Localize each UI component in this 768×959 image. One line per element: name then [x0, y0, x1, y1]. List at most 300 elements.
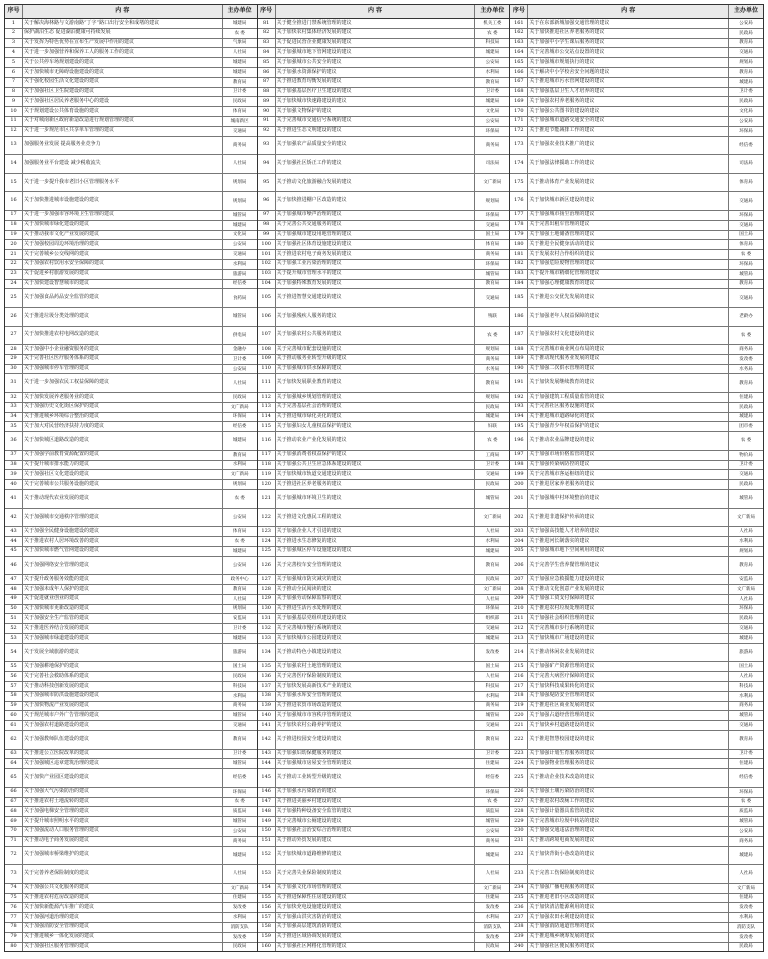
table-row: [258, 509, 510, 528]
table-column-group: [510, 5, 763, 951]
row-number: 185: [510, 289, 528, 307]
row-number: 156: [258, 903, 276, 912]
row-content: 关于完善校车安全管理的建议: [276, 557, 476, 575]
row-number: 141: [258, 721, 276, 730]
row-number: 146: [258, 788, 276, 797]
table-row: [510, 174, 763, 193]
row-content: 关于加快城市绿化建设的建议: [23, 221, 223, 230]
row-unit: 水务局: [739, 366, 753, 372]
table-row: [258, 155, 510, 174]
row-number: 35: [5, 422, 23, 431]
row-unit: 城管局: [232, 314, 247, 320]
row-number: 4: [5, 48, 23, 57]
row-unit: 水利局: [485, 693, 500, 699]
row-unit: 文化局: [485, 108, 500, 114]
row-unit: 城建局: [485, 414, 500, 420]
row-number: 202: [510, 509, 528, 527]
row-number: 135: [258, 662, 276, 671]
row-content: 关于推进节能减排工作的建议: [528, 127, 729, 136]
table-row: [258, 682, 510, 692]
document-page: [4, 4, 764, 952]
row-content: 关于提升城市照明水平的建议: [23, 817, 223, 826]
row-unit: 供电局: [232, 332, 247, 338]
table-row: [258, 634, 510, 644]
header-number: 序号: [258, 5, 276, 18]
row-number: 199: [510, 470, 528, 479]
row-content: 关于进一步规范市区共享单车管理的建议: [23, 127, 223, 136]
row-unit: 人社局: [485, 674, 500, 679]
row-unit: 城建局: [232, 635, 247, 641]
table-row: [258, 894, 510, 904]
table-row: [5, 403, 257, 413]
header-number: 序号: [510, 5, 528, 18]
row-number: 226: [510, 788, 528, 797]
row-unit: 城建局: [485, 548, 500, 554]
row-unit: 交通局: [739, 722, 753, 728]
row-content: 关于推进非遗保护传承的建议: [528, 509, 729, 527]
header-unit: 主办单位: [227, 7, 252, 15]
row-number: 85: [258, 58, 276, 67]
row-content: 关于推进区域协调发展的建议: [276, 933, 476, 942]
table-row: [258, 798, 510, 808]
row-number: 38: [5, 461, 23, 470]
table-row: [258, 817, 510, 827]
row-content: 关于加快产业园区建设的建议: [23, 769, 223, 787]
row-unit: 农 委: [740, 799, 752, 805]
row-number: 61: [5, 721, 23, 730]
row-unit: 组织部: [485, 616, 500, 622]
table-row: [258, 865, 510, 884]
row-unit: 国土局: [485, 232, 500, 238]
row-number: 123: [258, 527, 276, 536]
table-row: [258, 403, 510, 413]
row-number: 217: [510, 682, 528, 691]
table-row: [258, 211, 510, 221]
row-content: 关于加强特殊教育发展的建议: [276, 280, 476, 289]
row-content: 关于推动我市文化产业发展的建议: [23, 231, 223, 240]
row-number: 72: [5, 847, 23, 865]
row-number: 48: [5, 585, 23, 594]
row-number: 105: [258, 289, 276, 307]
row-unit: 消防支队: [483, 924, 502, 930]
row-number: 216: [510, 672, 528, 681]
table-row: [258, 127, 510, 137]
row-number: 142: [258, 731, 276, 749]
row-content: 关于推动工业转型升级的建议: [276, 769, 476, 787]
row-unit: 卫计委: [232, 89, 247, 95]
row-content: 关于推进生活污水处理的建议: [276, 605, 476, 614]
row-number: 131: [258, 614, 276, 623]
row-content: 关于加快推进城市设施建设的建议: [23, 192, 223, 210]
row-number: 166: [510, 68, 528, 77]
row-content: 关于加快城市新区建设的建议: [528, 192, 729, 210]
table-row: [258, 585, 510, 595]
row-unit: 消防支队: [737, 924, 756, 930]
table-row: [510, 29, 763, 39]
row-unit: 环保局: [739, 128, 753, 134]
table-row: [510, 884, 763, 894]
row-content: 关于加强城市绿道建设的建议: [23, 634, 223, 643]
row-number: 144: [258, 759, 276, 768]
row-unit: 公安局: [232, 366, 247, 372]
row-unit: 教育局: [739, 281, 753, 287]
row-content: 关于完善城市配套设施的建议: [276, 345, 476, 354]
table-row: [5, 432, 257, 451]
row-unit: 经信委: [232, 424, 247, 430]
table-row: [510, 280, 763, 290]
row-unit: 民政局: [739, 404, 753, 410]
table-row: [258, 711, 510, 721]
row-unit: 人社局: [232, 871, 247, 877]
row-number: 40: [5, 480, 23, 489]
row-content: 关于加快发展高新技术产业的建议: [276, 682, 476, 691]
table-row: [5, 634, 257, 644]
row-content: 关于加强城市道路交通安全的建议: [528, 117, 729, 126]
row-unit: 城建局: [485, 50, 500, 56]
row-content: 关于加强中小企业融资服务的建议: [23, 345, 223, 354]
row-unit: 商务局: [485, 356, 500, 362]
table-row: [510, 250, 763, 260]
table-row: [5, 221, 257, 231]
table-row: [510, 422, 763, 432]
row-number: 128: [258, 585, 276, 594]
table-row: [258, 847, 510, 866]
row-unit: 城建局: [485, 635, 500, 641]
row-content: 关于规范城市户外广告管理的建议: [23, 711, 223, 720]
row-unit: 农 委: [234, 538, 245, 544]
row-unit: 公安局: [232, 562, 247, 568]
row-unit: 农 委: [234, 799, 245, 805]
row-unit: 人社局: [485, 871, 500, 877]
table-row: [510, 117, 763, 127]
row-content: 关于加强公共卫生应急体系建设的建议: [276, 461, 476, 470]
table-row: [5, 827, 257, 837]
row-number: 100: [258, 240, 276, 249]
table-row: [510, 614, 763, 624]
header-content: 内 容: [528, 5, 729, 18]
table-row: [5, 537, 257, 547]
row-number: 2: [5, 29, 23, 38]
row-content: 关于推动文化创意产业发展的建议: [528, 585, 729, 594]
row-content: 关于加快发展继续教育的建议: [528, 374, 729, 392]
table-row: [5, 19, 257, 29]
row-unit: 教育局: [232, 452, 247, 458]
table-row: [5, 365, 257, 375]
row-number: 198: [510, 461, 528, 470]
row-content: 关于推动农业品牌建设的建议: [528, 432, 729, 450]
row-content: 关于促进乡村旅游发展的建议: [23, 270, 223, 279]
table-row: [5, 750, 257, 760]
row-number: 179: [510, 231, 528, 240]
row-content: 关于加强社区卫生院建设的建议: [23, 88, 223, 97]
row-content: 关于加强教师队伍建设的建议: [23, 731, 223, 749]
row-content: 关于推进全民健身活动的建议: [528, 240, 729, 249]
table-row: [510, 221, 763, 231]
table-row: [258, 422, 510, 432]
table-row: [510, 575, 763, 585]
row-unit: 城建局: [232, 548, 247, 554]
row-unit: 水利局: [485, 914, 500, 920]
table-row: [258, 58, 510, 68]
row-number: 220: [510, 711, 528, 720]
row-content: 关于加强城乡规划管理的建议: [276, 393, 476, 402]
table-row: [258, 769, 510, 788]
table-row: [510, 721, 763, 731]
row-number: 143: [258, 750, 276, 759]
row-unit: 卫计委: [232, 356, 247, 362]
row-unit: 发改委: [485, 905, 500, 911]
row-unit: 商务局: [485, 838, 500, 844]
table-row: [5, 702, 257, 712]
row-unit: 交通局: [485, 295, 500, 301]
row-content: 关于加强社会组织管理的建议: [528, 614, 729, 623]
row-content: 关于加强社区便民服务的建议: [528, 943, 729, 952]
header-unit: 主办单位: [734, 7, 759, 15]
row-content: 加强服务业发展 提高服务业竞争力: [23, 137, 223, 155]
row-content: 关于推进河长制落实的建议: [528, 537, 729, 546]
table-row: [258, 721, 510, 731]
table-row: [510, 413, 763, 423]
row-number: 230: [510, 827, 528, 836]
row-number: 237: [510, 913, 528, 922]
row-content: 关于加快城市道路维修的建议: [276, 847, 476, 865]
row-unit: 环保局: [485, 606, 500, 612]
row-unit: 规划局: [232, 179, 247, 185]
row-content: 关于加强应急救援能力建设的建议: [528, 575, 729, 584]
table-row: [510, 432, 763, 451]
row-number: 99: [258, 231, 276, 240]
row-unit: 城建局: [485, 99, 500, 105]
row-content: 关于完善社会救助体系的建议: [23, 672, 223, 681]
row-unit: 商务局: [739, 838, 753, 844]
table-row: [5, 721, 257, 731]
row-content: 关于加快清洁能源利用的建议: [528, 903, 729, 912]
row-number: 160: [258, 943, 276, 952]
row-content: 关于加强城市噪声治理的建议: [276, 211, 476, 220]
row-content: 关于提升城市排水能力的建议: [23, 461, 223, 470]
table-row: [510, 692, 763, 702]
row-unit: 规划局: [232, 482, 247, 488]
table-row: [510, 807, 763, 817]
table-row: [258, 240, 510, 250]
row-content: 关于加强计划生育服务的建议: [528, 750, 729, 759]
row-number: 45: [5, 547, 23, 556]
table-row: [5, 624, 257, 634]
table-row: [5, 308, 257, 327]
table-row: [510, 289, 763, 308]
row-unit: 住建局: [232, 895, 247, 901]
table-column-group: [258, 5, 511, 951]
row-number: 114: [258, 413, 276, 422]
row-content: 关于加强安全生产监管的建议: [23, 614, 223, 623]
row-unit: 城建局: [232, 222, 247, 228]
row-unit: 水利局: [232, 693, 247, 699]
row-unit: 人社局: [739, 596, 753, 602]
table-row: [510, 461, 763, 471]
row-content: 关于完善城市交通信号系统的建议: [276, 117, 476, 126]
row-unit: 文广新局: [737, 514, 756, 520]
row-number: 134: [258, 644, 276, 662]
table-row: [258, 231, 510, 241]
row-unit: 国土局: [739, 232, 753, 238]
row-unit: 文广新局: [483, 179, 502, 185]
row-number: 238: [510, 923, 528, 932]
row-content: 关于推动休闲农业发展的建议: [528, 644, 729, 662]
row-content: 关于加强消防安全管理的建议: [23, 923, 223, 932]
row-unit: 环保局: [485, 789, 500, 795]
row-content: 关于加快物流产业发展的建议: [23, 702, 223, 711]
row-content: 关于加强土地储备管理的建议: [528, 231, 729, 240]
row-unit: 环保局: [739, 261, 753, 267]
row-unit: 经信委: [485, 775, 500, 781]
table-row: [510, 211, 763, 221]
row-content: 关于加快城市快速路建设的建议: [276, 97, 476, 106]
row-unit: 水利局: [485, 69, 500, 75]
row-content: 关于推进城乡统筹发展的建议: [528, 933, 729, 942]
table-row: [510, 393, 763, 403]
table-row: [5, 422, 257, 432]
row-content: 关于加快农村公路养护的建议: [276, 721, 476, 730]
row-unit: 司法局: [485, 161, 500, 167]
row-number: 82: [258, 29, 276, 38]
row-number: 110: [258, 365, 276, 374]
row-number: 157: [258, 913, 276, 922]
table-row: [5, 260, 257, 270]
row-number: 169: [510, 97, 528, 106]
row-number: 180: [510, 240, 528, 249]
row-content: 关于完善城市公厕建设的建议: [276, 817, 476, 826]
row-number: 64: [5, 759, 23, 768]
row-unit: 人社局: [485, 529, 500, 535]
row-unit: 消防支队: [230, 924, 249, 930]
row-number: 77: [5, 913, 23, 922]
table-row: [5, 289, 257, 308]
row-unit: 教育局: [739, 40, 753, 46]
row-number: 34: [5, 413, 23, 422]
row-unit: 农 委: [487, 30, 498, 36]
row-unit: 发改委: [485, 650, 500, 655]
row-unit: 文化局: [739, 108, 753, 114]
row-content: 关于加快乡村道路建设的建议: [528, 721, 729, 730]
row-number: 106: [258, 308, 276, 326]
row-number: 191: [510, 374, 528, 392]
row-number: 211: [510, 614, 528, 623]
row-unit: 卫计委: [232, 751, 247, 757]
row-content: 关于加强历史文化街区保护的建议: [23, 403, 223, 412]
table-row: [5, 711, 257, 721]
row-number: 187: [510, 327, 528, 345]
row-unit: 科技局: [485, 683, 500, 689]
row-number: 197: [510, 451, 528, 460]
table-row: [258, 270, 510, 280]
row-number: 178: [510, 221, 528, 230]
table-row: [510, 107, 763, 117]
row-number: 3: [5, 39, 23, 48]
row-number: 87: [258, 78, 276, 87]
row-content: 关于完善大病医疗保障的建议: [528, 672, 729, 681]
row-unit: 民政局: [485, 404, 500, 410]
row-content: 关于加快城市更新改造的建议: [23, 605, 223, 614]
row-number: 29: [5, 355, 23, 364]
table-row: [510, 68, 763, 78]
row-number: 234: [510, 884, 528, 893]
row-content: 关于加强社区服务管理的建议: [23, 943, 223, 952]
row-unit: 规划局: [485, 394, 500, 400]
row-number: 121: [258, 490, 276, 508]
table-row: [510, 490, 763, 509]
row-number: 108: [258, 345, 276, 354]
row-unit: 交通局: [739, 222, 753, 228]
row-unit: 团市委: [739, 424, 753, 430]
table-row: [5, 451, 257, 461]
row-number: 86: [258, 68, 276, 77]
row-content: 关于推进农村土地流转的建议: [23, 798, 223, 807]
row-unit: 物价局: [739, 452, 753, 458]
row-unit: 发改委: [232, 934, 247, 940]
row-number: 130: [258, 605, 276, 614]
table-row: [5, 107, 257, 117]
row-content: 关于推动电子商务发展的建议: [23, 837, 223, 846]
row-number: 148: [258, 807, 276, 816]
table-row: [510, 731, 763, 750]
row-number: 111: [258, 374, 276, 392]
row-number: 14: [5, 155, 23, 173]
row-content: 关于加强建筑工程质量监管的建议: [528, 393, 729, 402]
row-unit: 人社局: [739, 674, 753, 679]
row-content: 关于加强水库安全管理的建议: [276, 692, 476, 701]
row-unit: 教育局: [485, 281, 500, 287]
table-row: [258, 614, 510, 624]
row-number: 41: [5, 490, 23, 508]
table-row: [5, 345, 257, 355]
table-row: [510, 537, 763, 547]
row-number: 59: [5, 702, 23, 711]
row-number: 161: [510, 19, 528, 28]
table-row: [510, 451, 763, 461]
table-row: [510, 788, 763, 798]
row-content: 关于提升城市精细化管理的建议: [528, 270, 729, 279]
table-row: [510, 365, 763, 375]
row-unit: 教育局: [232, 586, 247, 592]
row-number: 107: [258, 327, 276, 345]
table-row: [258, 97, 510, 107]
row-unit: 公安局: [739, 828, 753, 834]
row-number: 36: [5, 432, 23, 450]
row-number: 20: [5, 240, 23, 249]
row-unit: 科技局: [485, 40, 500, 46]
table-row: [510, 127, 763, 137]
row-unit: 民政局: [485, 944, 500, 950]
row-content: 关于推动科技创新发展的建议: [23, 682, 223, 691]
row-number: 117: [258, 451, 276, 460]
row-number: 70: [5, 827, 23, 836]
table-row: [5, 97, 257, 107]
table-row: [510, 547, 763, 557]
row-content: 关于加强网络安全管理的建议: [23, 557, 223, 575]
row-content: 关于加强城区停车设施建设的建议: [276, 547, 476, 556]
table-row: [5, 759, 257, 769]
row-unit: 发改委: [739, 356, 753, 362]
row-number: 164: [510, 48, 528, 57]
row-content: 关于加强城市地下管网建设的建议: [276, 48, 476, 57]
table-row: [5, 155, 257, 174]
row-number: 215: [510, 662, 528, 671]
row-number: 221: [510, 721, 528, 730]
row-number: 112: [258, 393, 276, 402]
row-content: 关于加快科技成果转化的建议: [528, 682, 729, 691]
table-row: [5, 595, 257, 605]
row-number: 192: [510, 393, 528, 402]
